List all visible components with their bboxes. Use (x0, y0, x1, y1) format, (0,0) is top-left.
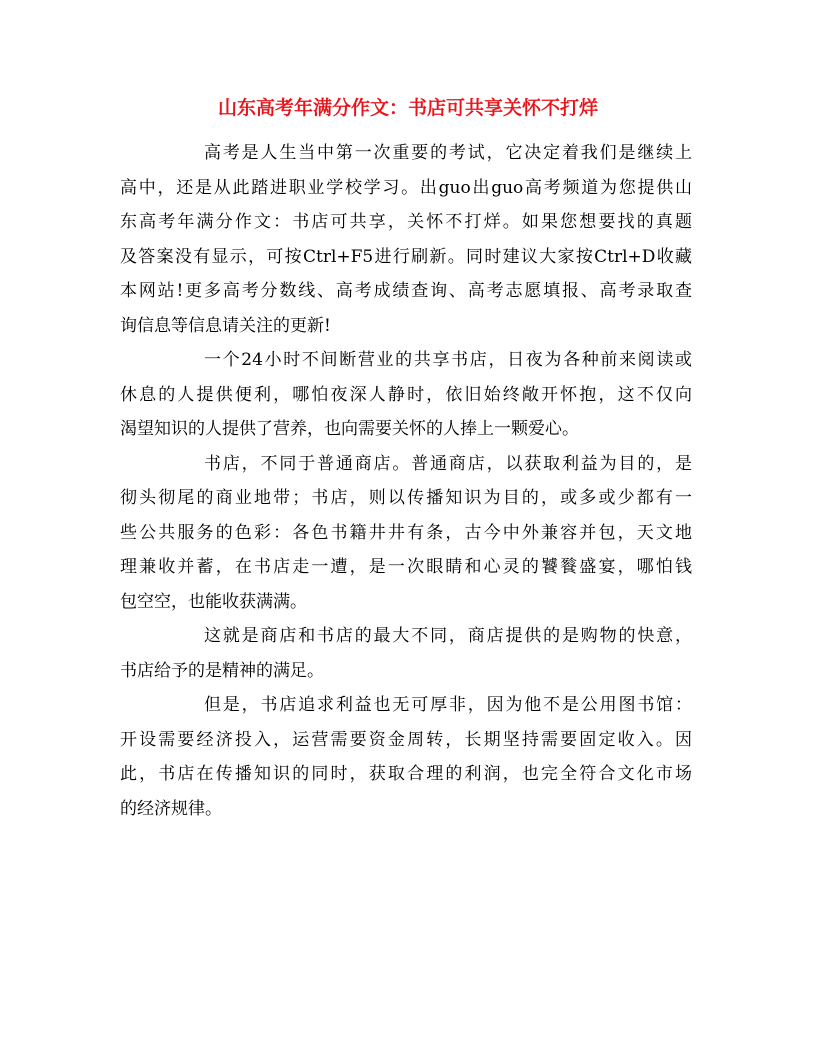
text-line: 休息的人提供便利，哪怕夜深人静时，依旧始终敞开怀抱，这不仅向 (120, 384, 692, 405)
text-line: 此，书店在传播知识的同时，获取合理的利润，也完全符合文化市场 (120, 764, 692, 784)
text-line: 书店给予的是精神的满足。 (120, 660, 324, 681)
text-line: 本网站!更多高考分数线、高考成绩查询、高考志愿填报、高考录取查 (120, 281, 692, 301)
text-line: 高中，还是从此踏进职业学校学习。出guo出guo高考频道为您提供山 (120, 177, 692, 198)
text-line: 这就是商店和书店的最大不同，商店提供的是购物的快意， (204, 626, 692, 646)
text-line: 渴望知识的人提供了营养，也向需要关怀的人捧上一颗爱心。 (120, 419, 579, 439)
text-line: 些公共服务的色彩：各色书籍井井有条，古今中外兼容并包，天文地 (120, 522, 692, 543)
text-line: 一个24小时不间断营业的共享书店，日夜为各种前来阅读或 (204, 350, 692, 370)
text-line: 但是，书店追求利益也无可厚非，因为他不是公用图书馆： (204, 695, 692, 715)
text-line: 高考是人生当中第一次重要的考试，它决定着我们是继续上 (204, 143, 692, 163)
text-line: 包空空，也能收获满满。 (120, 591, 307, 612)
text-line: 开设需要经济投入，运营需要资金周转，长期坚持需要固定收入。因 (120, 729, 692, 750)
paragraph-intro (120, 136, 692, 343)
text-line: 及答案没有显示，可按Ctrl+F5进行刷新。同时建议大家按Ctrl+D收藏 (120, 246, 692, 267)
document-title: 山东高考年满分作文：书店可共享关怀不打烊 (217, 97, 598, 119)
text-line: 的经济规律。 (120, 798, 222, 819)
paragraph-summary (120, 619, 692, 688)
paragraph-conclusion (120, 688, 692, 826)
text-line: 彻头彻尾的商业地带；书店，则以传播知识为目的，或多或少都有一 (120, 488, 692, 508)
paragraph-difference (120, 447, 692, 620)
text-line: 书店，不同于普通商店。普通商店，以获取利益为目的，是 (204, 453, 692, 474)
text-line: 理兼收并蓄，在书店走一遭，是一次眼睛和心灵的饕餮盛宴，哪怕钱 (120, 557, 692, 577)
text-line: 询信息等信息请关注的更新! (120, 315, 331, 336)
text-line: 东高考年满分作文：书店可共享，关怀不打烊。如果您想要找的真题 (120, 212, 692, 232)
document-body (120, 136, 692, 826)
paragraph-bookstore (120, 343, 692, 447)
